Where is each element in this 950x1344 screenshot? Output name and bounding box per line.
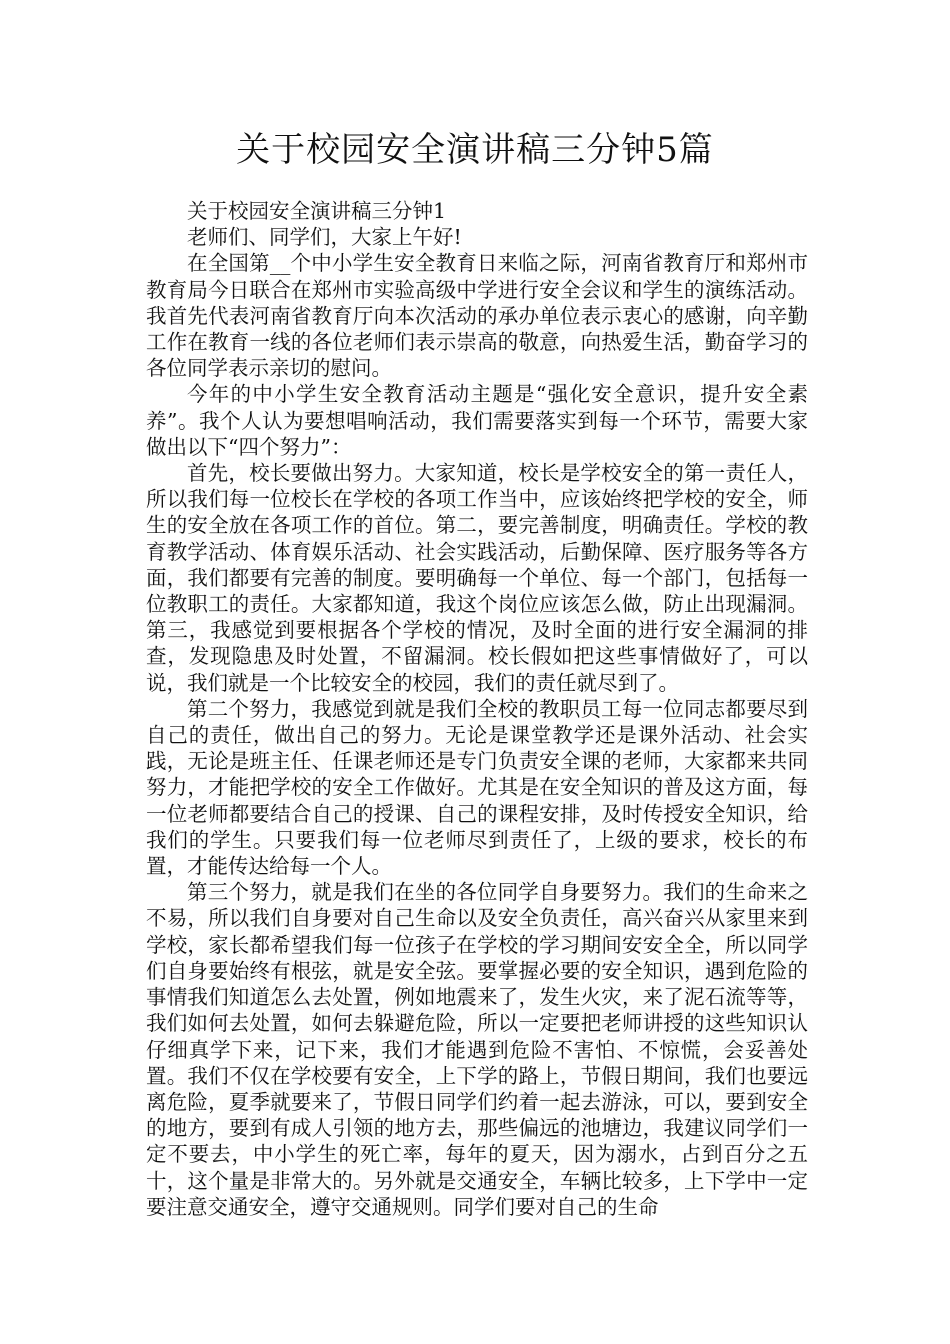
speech-subheading: 关于校园安全演讲稿三分钟1 — [187, 199, 447, 223]
paragraph-second-effort: 第二个努力，我感觉到就是我们全校的教职员工每一位同志都要尽到自己的责任，做出自己的努力。无论是课堂教学还是课外活动、社会实践，无论是班主任、任课老师还是专门负责安全课的老师，大家都来共同努力，才能把学校的安全工作做好。尤其是在安全知识的普及这方面，每一位老师都要结合自己的授课、自己的课程安排，及时传授安全知识，给我们的学生。只要我们每一位老师尽到责任了，上级的要求，校长的布置，才能传达给每一个人。 — [146, 696, 808, 879]
speech-greeting: 老师们、同学们，大家上午好! — [187, 225, 462, 250]
paragraph-third-effort: 第三个努力，就是我们在坐的各位同学自身要努力。我们的生命来之不易，所以我们自身要对自己生命以及安全负责任，高兴奋兴从家里来到学校，家长都希望我们每一位孩子在学校的学习期间安安全全，所以同学们自身要始终有根弦，就是安全弦。要掌握必要的安全知识，遇到危险的事情我们知道怎么去处置，例如地震来了，发生火灾，来了泥石流等等，我们如何去处置，如何去躲避危险，所以一定要把老师讲授的这些知识认仔细真学下来，记下来，我们才能遇到危险不害怕、不惊慌，会妥善处置。我们不仅在学校要有安全，上下学的路上，节假日期间，我们也要远离危险，夏季就要来了，节假日同学们约着一起去游泳，可以，要到安全的地方，要到有成人引领的地方去，那些偏远的池塘边，我建议同学们一定不要去，中小学生的死亡率，每年的夏天，因为溺水，占到百分之五十，这个量是非常大的。另外就是交通安全，车辆比较多，上下学中一定要注意交通安全，遵守交通规则。同学们要对自己的生命 — [146, 880, 808, 1219]
paragraph-opening: 在全国第__个中小学生安全教育日来临之际，河南省教育厅和郑州市教育局今日联合在郑州市实验高级中学进行安全会议和学生的演练活动。我首先代表河南省教育厅向本次活动的承办单位表示衷心的感谢，向辛勤工作在教育一线的各位老师们表示崇高的敬意，向热爱生活，勤奋学习的各位同学表示亲切的慰问。 — [146, 251, 808, 381]
document-title: 关于校园安全演讲稿三分钟5篇 — [236, 130, 714, 170]
document-body — [146, 198, 808, 1220]
paragraph-theme: 今年的中小学生安全教育活动主题是“强化安全意识，提升安全素养”。我个人认为要想唱响活动，我们需要落实到每一个环节，需要大家做出以下“四个努力”： — [146, 382, 808, 459]
paragraph-first-effort: 首先，校长要做出努力。大家知道，校长是学校安全的第一责任人，所以我们每一位校长在学校的各项工作当中，应该始终把学校的安全，师生的安全放在各项工作的首位。第二，要完善制度，明确责任。学校的教育教学活动、体育娱乐活动、社会实践活动，后勤保障、医疗服务等各方面，我们都要有完善的制度。要明确每一个单位、每一个部门，包括每一位教职工的责任。大家都知道，我这个岗位应该怎么做，防止出现漏洞。第三，我感觉到要根据各个学校的情况，及时全面的进行安全漏洞的排查，发现隐患及时处置，不留漏洞。校长假如把这些事情做好了，可以说，我们就是一个比较安全的校园，我们的责任就尽到了。 — [146, 461, 808, 695]
